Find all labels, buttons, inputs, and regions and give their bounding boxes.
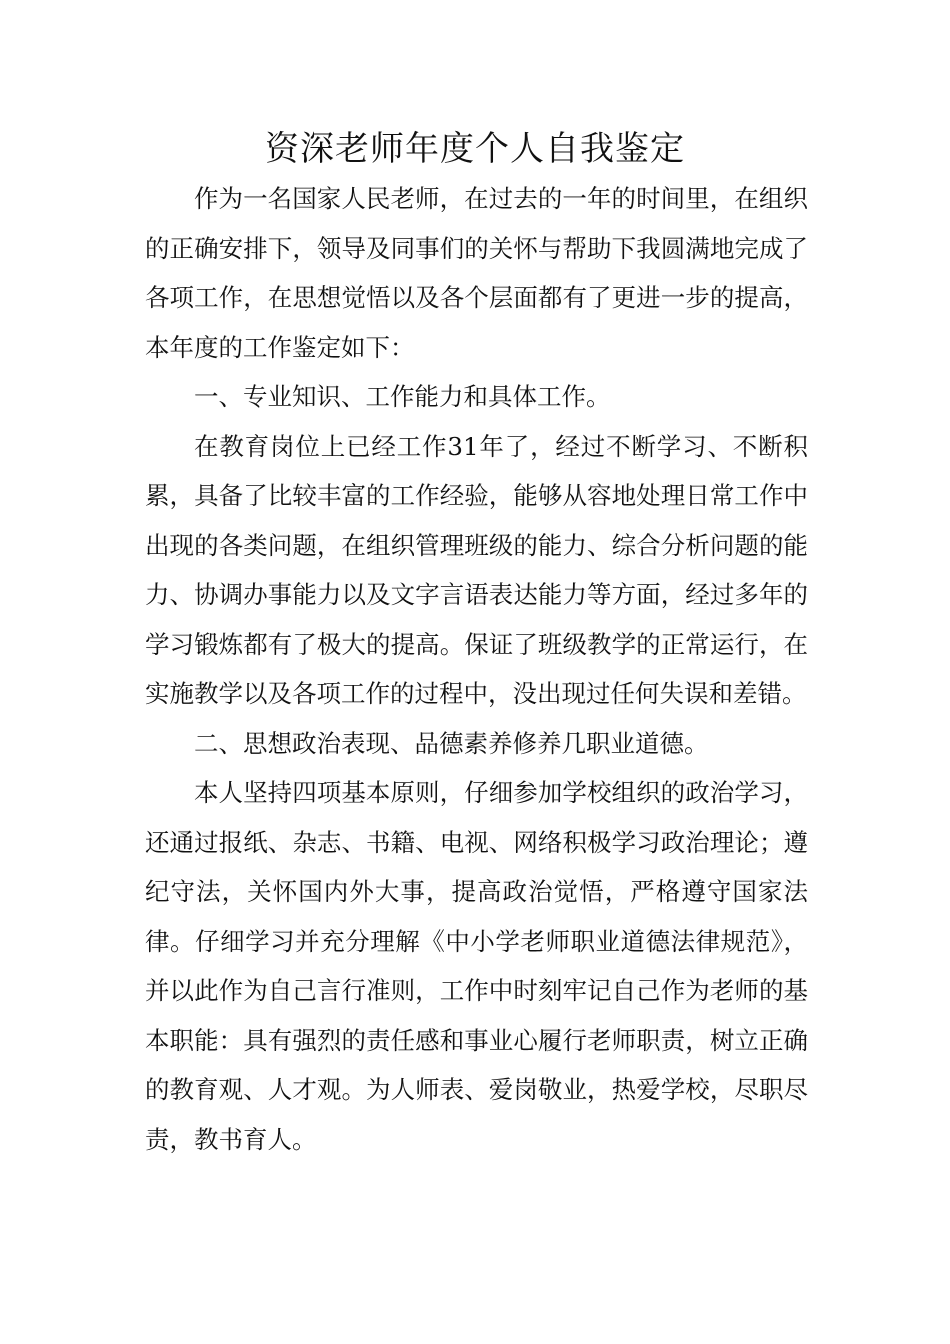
section-heading-2: 二、思想政治表现、品德素养修养几职业道德。 [194,728,709,758]
paragraph-political: 本人坚持四项基本原则，仔细参加学校组织的政治学习，还通过报纸、杂志、书籍、电视、网络积极学习政治理论；遵纪守法，关怀国内外大事，提高政治觉悟，严格遵守国家法律。仔细学习并充分理解《中小学老师职业道德法律规范》，并以此作为自己言行准则，工作中时刻牢记自己作为老师的基本职能：具有强烈的责任感和事业心履行老师职责，树立正确的教育观、人才观。为人师表、爱岗敬业，热爱学校，尽职尽责，教书育人。 [145,778,808,1154]
paragraph-work-ability: 在教育岗位上已经工作31年了，经过不断学习、不断积累，具备了比较丰富的工作经验，能够从容地处理日常工作中出现的各类问题，在组织管理班级的能力、综合分析问题的能力、协调办事能力以及文字言语表达能力等方面，经过多年的学习锻炼都有了极大的提高。保证了班级教学的正常运行，在实施教学以及各项工作的过程中，没出现过任何失误和差错。 [145,431,808,708]
document-body [145,174,808,1164]
document-title: 资深老师年度个人自我鉴定 [265,129,685,169]
paragraph-intro: 作为一名国家人民老师，在过去的一年的时间里，在组织的正确安排下，领导及同事们的关怀与帮助下我圆满地完成了各项工作，在思想觉悟以及各个层面都有了更进一步的提高，本年度的工作鉴定如下： [145,184,808,362]
section-heading-1: 一、专业知识、工作能力和具体工作。 [194,382,611,411]
